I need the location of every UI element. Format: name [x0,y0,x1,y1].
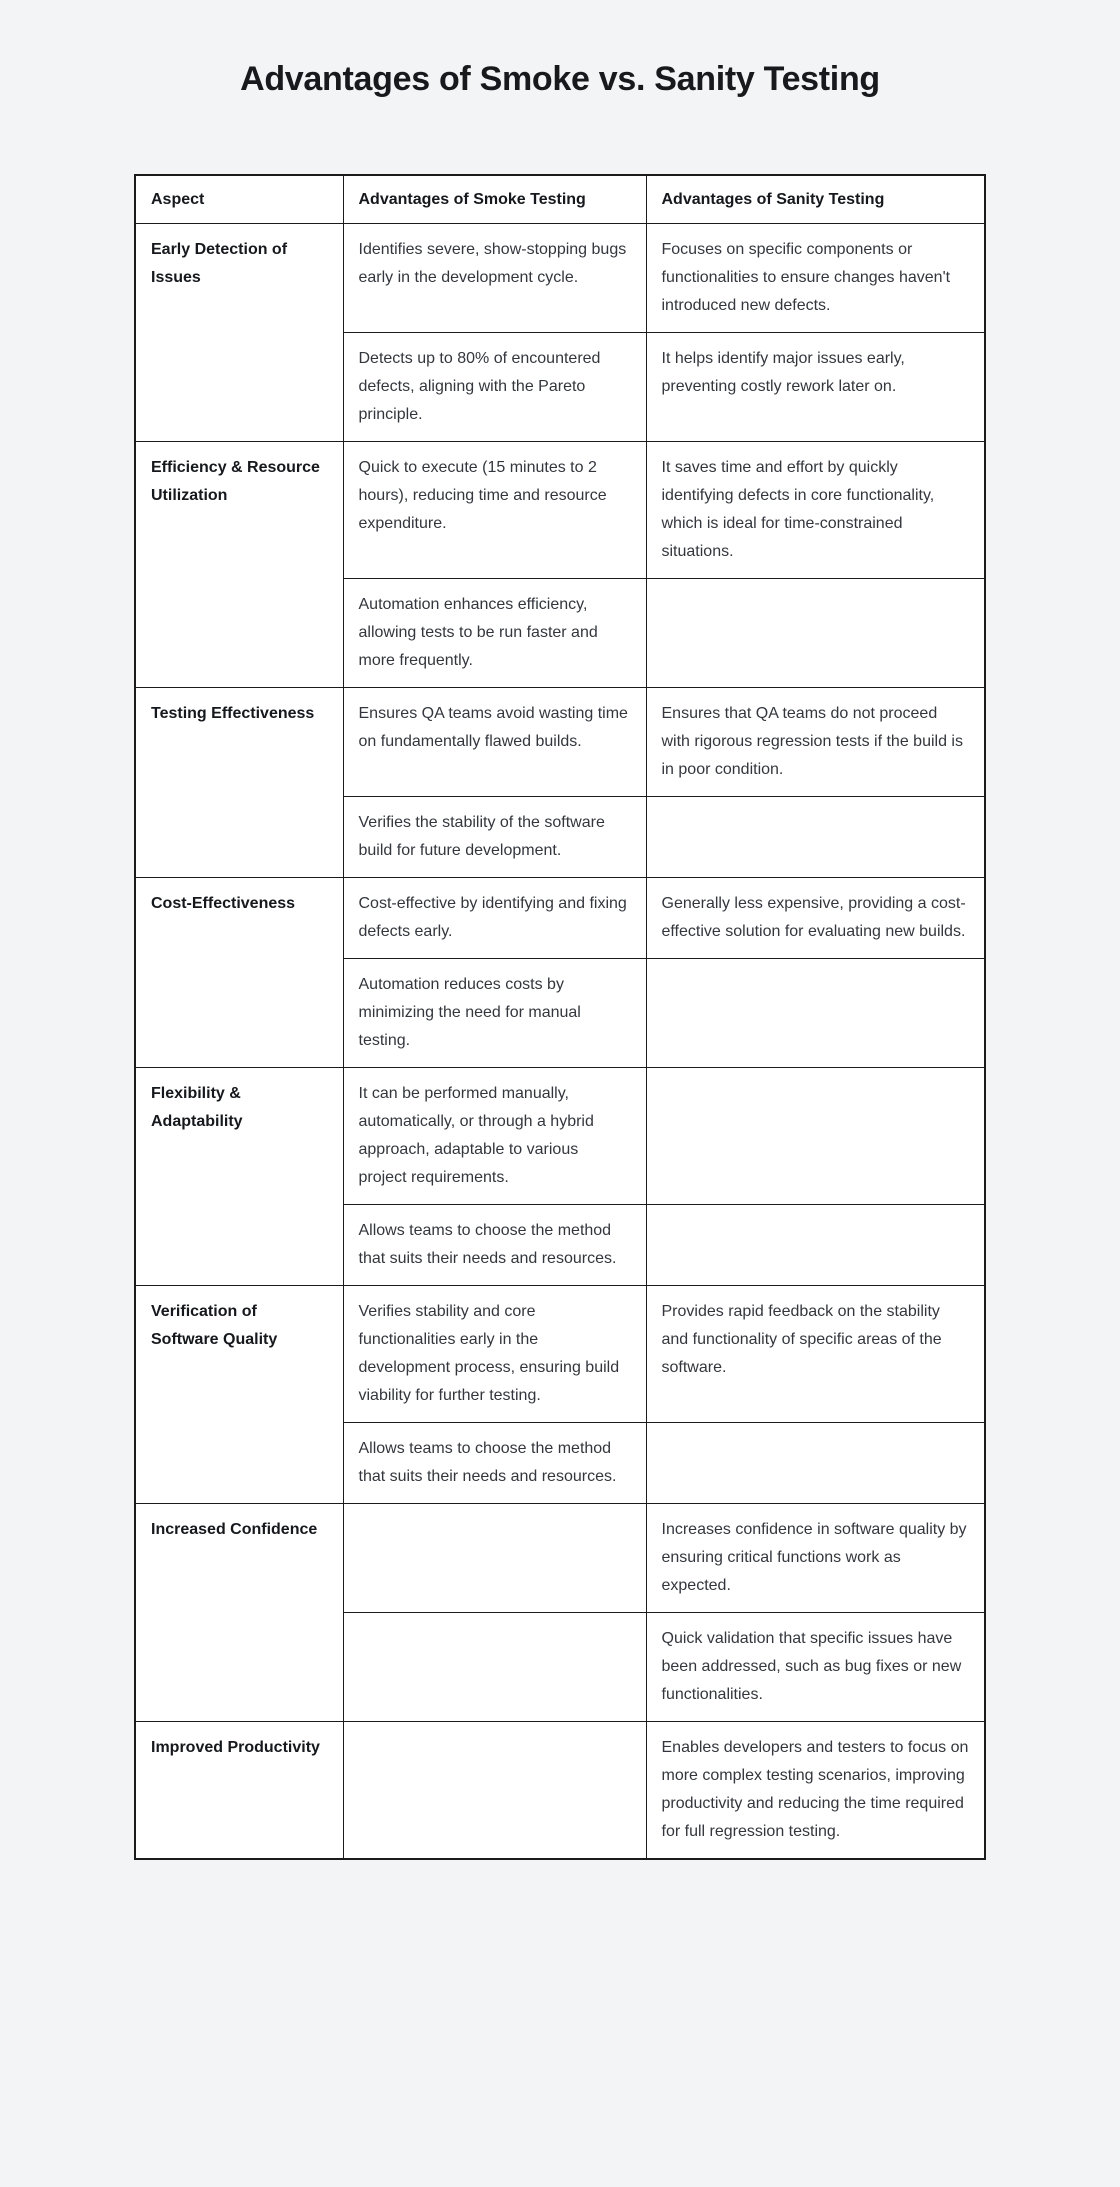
sanity-advantage-cell [646,959,985,1068]
smoke-advantage-cell: Allows teams to choose the method that suits their needs and resources. [343,1423,646,1504]
aspect-cell: Testing Effectiveness [135,688,343,878]
smoke-advantage-cell: Ensures QA teams avoid wasting time on fundamentally flawed builds. [343,688,646,797]
sanity-advantage-cell [646,579,985,688]
aspect-cell: Efficiency & Resource Utilization [135,442,343,688]
column-header-aspect: Aspect [135,175,343,224]
aspect-cell: Flexibility & Adaptability [135,1068,343,1286]
sanity-advantage-cell [646,797,985,878]
aspect-cell: Early Detection of Issues [135,224,343,442]
sanity-advantage-cell: Increases confidence in software quality by ensuring critical functions work as expected. [646,1504,985,1613]
sanity-advantage-cell: Generally less expensive, providing a cost-effective solution for evaluating new builds. [646,878,985,959]
table-row [135,1722,985,1860]
aspect-cell: Improved Productivity [135,1722,343,1860]
sanity-advantage-cell: Provides rapid feedback on the stability and functionality of specific areas of the software. [646,1286,985,1423]
column-header-smoke-testing: Advantages of Smoke Testing [343,175,646,224]
comparison-table [134,174,986,1860]
sanity-advantage-cell: Focuses on specific components or functionalities to ensure changes haven't introduced new defects. [646,224,985,333]
smoke-advantage-cell: Identifies severe, show-stopping bugs early in the development cycle. [343,224,646,333]
sanity-advantage-cell [646,1068,985,1205]
page [0,58,1120,1950]
smoke-advantage-cell: Allows teams to choose the method that suits their needs and resources. [343,1205,646,1286]
table-row [135,688,985,797]
smoke-advantage-cell: Automation enhances efficiency, allowing tests to be run faster and more frequently. [343,579,646,688]
smoke-advantage-cell [343,1613,646,1722]
aspect-cell: Increased Confidence [135,1504,343,1722]
bottom-spacer [0,1860,1120,1950]
table-row [135,442,985,579]
aspect-cell: Cost-Effectiveness [135,878,343,1068]
sanity-advantage-cell [646,1423,985,1504]
aspect-cell: Verification of Software Quality [135,1286,343,1504]
sanity-advantage-cell: Enables developers and testers to focus on more complex testing scenarios, improving productivity and reducing the time required for full regression testing. [646,1722,985,1860]
sanity-advantage-cell: Ensures that QA teams do not proceed with rigorous regression tests if the build is in poor condition. [646,688,985,797]
sanity-advantage-cell: It helps identify major issues early, preventing costly rework later on. [646,333,985,442]
smoke-advantage-cell: Cost-effective by identifying and fixing defects early. [343,878,646,959]
table-row [135,878,985,959]
table-body [135,224,985,1860]
table-row [135,1286,985,1423]
smoke-advantage-cell: Automation reduces costs by minimizing the need for manual testing. [343,959,646,1068]
smoke-advantage-cell: Verifies stability and core functionalities early in the development process, ensuring build viability for further testing. [343,1286,646,1423]
smoke-advantage-cell [343,1722,646,1860]
sanity-advantage-cell [646,1205,985,1286]
table-row [135,1504,985,1613]
smoke-advantage-cell: Verifies the stability of the software build for future development. [343,797,646,878]
smoke-advantage-cell: It can be performed manually, automatically, or through a hybrid approach, adaptable to various project requirements. [343,1068,646,1205]
table-row [135,224,985,333]
smoke-advantage-cell [343,1504,646,1613]
smoke-advantage-cell: Detects up to 80% of encountered defects, aligning with the Pareto principle. [343,333,646,442]
page-title: Advantages of Smoke vs. Sanity Testing [240,60,880,98]
sanity-advantage-cell: It saves time and effort by quickly identifying defects in core functionality, which is ideal for time-constrained situations. [646,442,985,579]
sanity-advantage-cell: Quick validation that specific issues have been addressed, such as bug fixes or new functionalities. [646,1613,985,1722]
table-header-row [135,175,985,224]
column-header-sanity-testing: Advantages of Sanity Testing [646,175,985,224]
table-row [135,1068,985,1205]
smoke-advantage-cell: Quick to execute (15 minutes to 2 hours), reducing time and resource expenditure. [343,442,646,579]
